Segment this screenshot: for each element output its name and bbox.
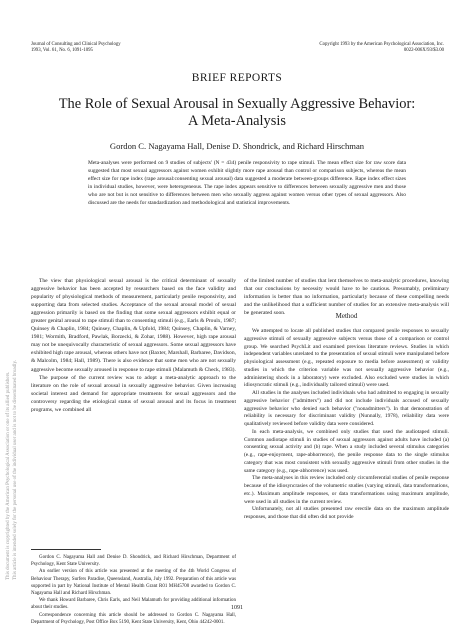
footnote-divider <box>31 549 101 550</box>
method-paragraph-3: In each meta-analysis, we combined only studies that used the audiotaped stimuli. Common audiotape stimuli in studies of sexual aggressors against adults have included (a) consenting sexual activity and (b) rape. When a study included several stimulus categories (e.g., rape-enjoyment, rape-abhorrence), the penile response data to the single stimulus category that was most consistent with sexually aggressive stimuli from other studies in the same category (e.g., rape-abhorrence) was used. <box>244 428 449 474</box>
author-affiliation: Gordon C. Nagayama Hall and Denise D. Shondrick, and Richard Hirschman, Department of Psychology, Kent State University. <box>31 555 236 568</box>
left-column <box>31 277 236 414</box>
page-number: 1091 <box>231 605 243 611</box>
abstract: Meta-analyses were performed on 9 studies of subjects' (N = 434) penile responsivity to rape stimuli. The mean effect size for raw score data suggested that most sexual aggressors against women exhibit slightly more rape arousal than control or comparison subjects, whereas the mean effect size for rape index (rape arousal:consenting sexual arousal) data suggested a moderate between-groups difference. Rape index effect sizes in individual studies, however, were heterogeneous. The rape index appears sensitive to differences between sexually aggressive men and those who are not but is not sensitive to differences between men who sexually aggress against women versus other types of sexual aggressors. Also discussed are the needs for standardization and methodological and statistical improvements. <box>88 160 406 207</box>
issn-price: 0022-006X/93/$3.00 <box>403 48 444 53</box>
journal-volume-pages: 1993, Vol. 61, No. 6, 1091-1095 <box>31 48 93 53</box>
method-paragraph-4: The meta-analyses in this review included only circumferential studies of penile response because of the idiosyncrasies of the volumetric studies (varying stimuli, data transformations, etc.). Maximum amplitude responses, or data transformations using maximum amplitude, were used in all studies in the current review. <box>244 475 449 505</box>
presentation-note: An earlier version of this article was presented at the meeting of the 4th World Congress of Behaviour Therapy, Surfers Paradise, Queensland, Australia, July 1992. Preparation of this article was supported in part by National Institute of Mental Health Grant R01 MH45700 awarded to Gordon C. Nagayama Hall and Richard Hirschman. <box>31 569 236 597</box>
copyright-holder: Copyright 1993 by the American Psychological Association, Inc. <box>319 42 444 47</box>
method-paragraph-2: All studies in the analyses included individuals who had admitted to engaging in sexually aggressive behavior ("admitters") and did not include individuals accused of sexually aggressive behavior who denied such behavior ("nonadmitters"). In that demonstration of reliability is necessary for discriminant validity (Nunnally, 1978), reliability data were qualitatively reviewed before validity data were considered. <box>244 390 449 427</box>
intro-continuation: of the limited number of studies that lent themselves to meta-analytic procedures, knowing that our conclusions by necessity would have to be cautious. Presumably, preliminary information is better than no information, particularly because of these compelling needs and the unlikelihood that a sufficient number of studies for an extensive meta-analysis will be generated soon. <box>244 278 449 317</box>
authors: Gordon C. Nagayama Hall, Denise D. Shondrick, and Richard Hirschman <box>109 141 365 151</box>
side-notice-line-2: This article is intended solely for the personal use of the individual user and is not to be disseminated broadly. <box>13 360 18 580</box>
section-label: BRIEF REPORTS <box>191 72 283 84</box>
method-section <box>244 328 449 522</box>
side-copyright-notice <box>4 150 20 580</box>
copyright-notice <box>300 42 444 54</box>
side-notice-line-1: This document is copyrighted by the American Psychological Association or one of its allied publishers. <box>6 371 11 580</box>
journal-citation <box>31 42 121 54</box>
method-paragraph-5: Unfortunately, not all studies presented raw erectile data on the maximum amplitude responses, and those that did often did not provide <box>244 506 449 520</box>
journal-name: Journal of Consulting and Clinical Psychology <box>31 42 121 47</box>
author-note <box>31 554 236 626</box>
method-heading: Method <box>335 312 358 320</box>
acknowledgment: We thank Howard Barbaree, Chris Earls, and Neil Malamuth for providing additional information about their studies. <box>31 598 236 611</box>
method-paragraph-1: We attempted to locate all published studies that compared penile responses to sexually aggressive stimuli of sexually aggressive subjects versus those of a comparison or control group. We searched PsychLit and examined previous literature reviews. Studies in which independent variables unrelated to the presentation of sexual stimuli were manipulated before physiological assessment (e.g., repeated exposure to media before assessment) or validity studies in which the criterion variable was not sexually aggressive behavior (e.g., administering shock in a laboratory) were excluded. Also excluded were studies in which idiosyncratic stimuli (e.g., individually tailored stimuli) were used. <box>244 328 449 389</box>
title-line-1: The Role of Sexual Arousal in Sexually Aggressive Behavior: <box>58 96 416 112</box>
article-title <box>40 96 434 130</box>
intro-paragraph-1: The view that physiological sexual arousal is the critical determinant of sexually aggressive behavior has been accepted by researchers based on the face validity and popularity of physiological methods of measurement, particularly penile responsivity, and supporting data from selected studies. Acceptance of the sexual arousal model of sexual aggression primarily is based on the finding that some sexual aggressors exhibit equal or greater genital arousal to rape stimuli than to consenting stimuli (e.g., Earls & Proulx, 1987; Quinsey & Chaplin, 1984; Quinsey, Chaplin, & Upfold, 1984; Quinsey, Chaplin, & Varney, 1981; Wormith, Bradford, Pawlak, Borzecki, & Zohar, 1988). However, high rape arousal may not be unequivocally characteristic of sexual aggressors. Some sexual aggressors have exhibited high rape arousal, whereas others have not (Baxter, Marshall, Barbaree, Davidson, & Malcolm, 1984; Hall, 1989). There is also evidence that some men who are not sexually aggressive become sexually aroused in response to rape stimuli (Malamuth & Check, 1983). <box>31 278 236 373</box>
correspondence-address: Correspondence concerning this article should be addressed to Gordon C. Nagayama Hall, Department of Psychology, Post Office Box 5190, Kent State University, Kent, Ohio 44242-0001. <box>31 612 236 625</box>
intro-paragraph-2: The purpose of the current review was to adopt a meta-analytic approach to the literature on the role of sexual arousal in sexually aggressive behavior. Given increasing societal interest and demand for appropriate treatments for sexual aggressors and the controversy regarding the etiological status of sexual arousal and its focus in treatment programs, we combined all <box>31 374 236 413</box>
title-line-2: A Meta-Analysis <box>188 113 286 129</box>
